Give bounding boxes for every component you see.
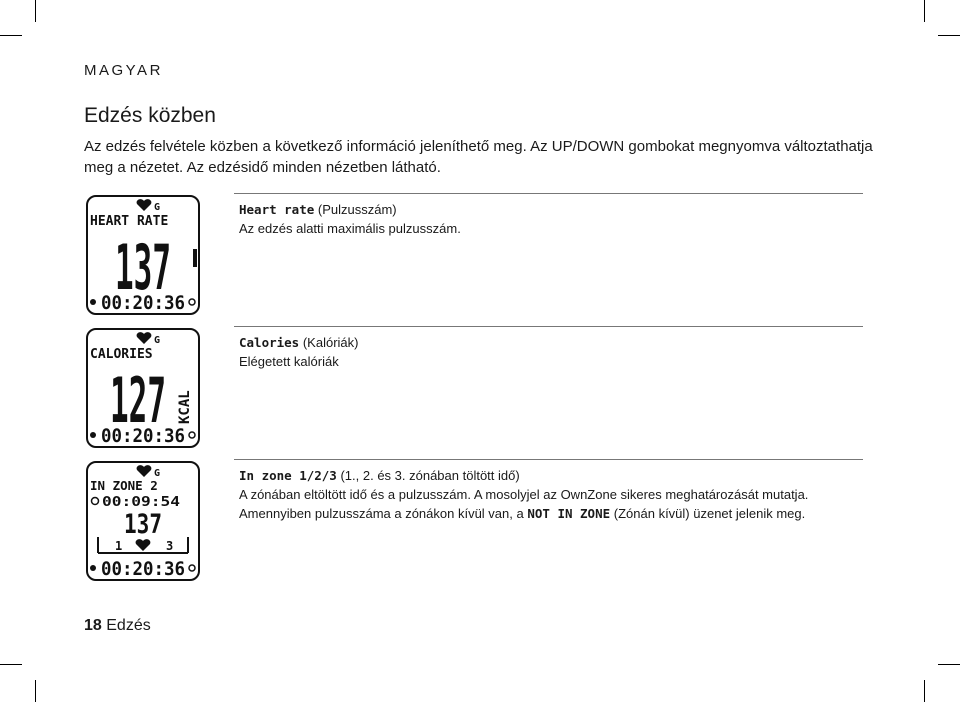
g-icon: G [154,202,161,213]
mode-dot-icon [90,432,96,438]
display-label: CALORIES [90,347,153,362]
crop-mark [924,680,925,702]
display-label: HEART RATE [90,214,169,229]
watch-display-in-zone [86,461,200,581]
description-line-1: A zónában eltöltött idő és a pulzusszám. A mosolyjel az OwnZone sikeres meghatározását mutatja. [239,487,809,502]
heart-icon [136,539,151,551]
section-title: Edzés közben [84,104,216,127]
display-value: 137 [115,231,171,304]
mode-dot-icon [90,565,96,571]
display-unit: KCAL [177,390,193,424]
crop-mark [35,680,36,702]
mode-dot-icon [90,299,96,305]
display-value: 127 [110,364,166,437]
divider [234,193,863,194]
light-icon [189,565,195,571]
zone-left-label: 1 [115,539,123,553]
page-number: 18 [84,617,102,634]
watch-display-heart-rate [86,195,200,315]
description-text: Amennyiben pulzusszáma a zónákon kívül van, a [239,506,524,521]
description: Az edzés alatti maximális pulzusszám. [239,221,461,236]
crop-mark [938,664,960,665]
view-description-in-zone [239,466,879,523]
chapter-name: Edzés [106,617,151,634]
view-description-heart-rate [239,200,879,238]
description-text: (Zónán kívül) üzenet jelenik meg. [613,506,806,521]
language-header: MAGYAR [84,62,163,79]
heart-icon [137,332,152,344]
term: Calories [239,335,300,350]
page-footer [84,617,151,635]
crop-mark [924,0,925,22]
display-label: IN ZONE 2 [90,478,158,493]
heart-icon [137,465,152,477]
description: Elégetett kalóriák [239,354,339,369]
crop-mark [0,35,22,36]
zone-right-label: 3 [166,539,174,553]
crop-mark [0,664,22,665]
term-translation: (Kalóriák) [302,335,359,350]
term: In zone 1/2/3 [239,468,337,483]
light-icon [189,299,195,305]
light-icon [189,432,195,438]
crop-mark [938,35,960,36]
divider [234,326,863,327]
divider [234,459,863,460]
term: Heart rate [239,202,315,217]
side-tick [193,249,197,267]
stopwatch-icon [92,498,99,505]
term-translation: (1., 2. és 3. zónában töltött idő) [340,468,520,483]
not-in-zone-term: NOT IN ZONE [527,506,611,521]
intro-paragraph: Az edzés felvétele közben a következő információ jeleníthető meg. Az UP/DOWN gombokat megnyomva változtathatja meg a nézetet. Az edzésidő minden nézetben látható. [84,138,873,176]
g-icon: G [154,468,161,479]
watch-display-calories [86,328,200,448]
display-zone-time: 00:09:54 [102,495,181,510]
display-value: 137 [124,509,162,540]
term-translation: (Pulzusszám) [317,202,397,217]
heart-icon [137,199,152,211]
display-time: 00:20:36 [101,425,185,446]
crop-mark [35,0,36,22]
display-time: 00:20:36 [101,558,185,579]
description-line-2 [239,504,879,523]
view-description-calories [239,333,879,371]
g-icon: G [154,335,161,346]
display-time: 00:20:36 [101,292,185,313]
